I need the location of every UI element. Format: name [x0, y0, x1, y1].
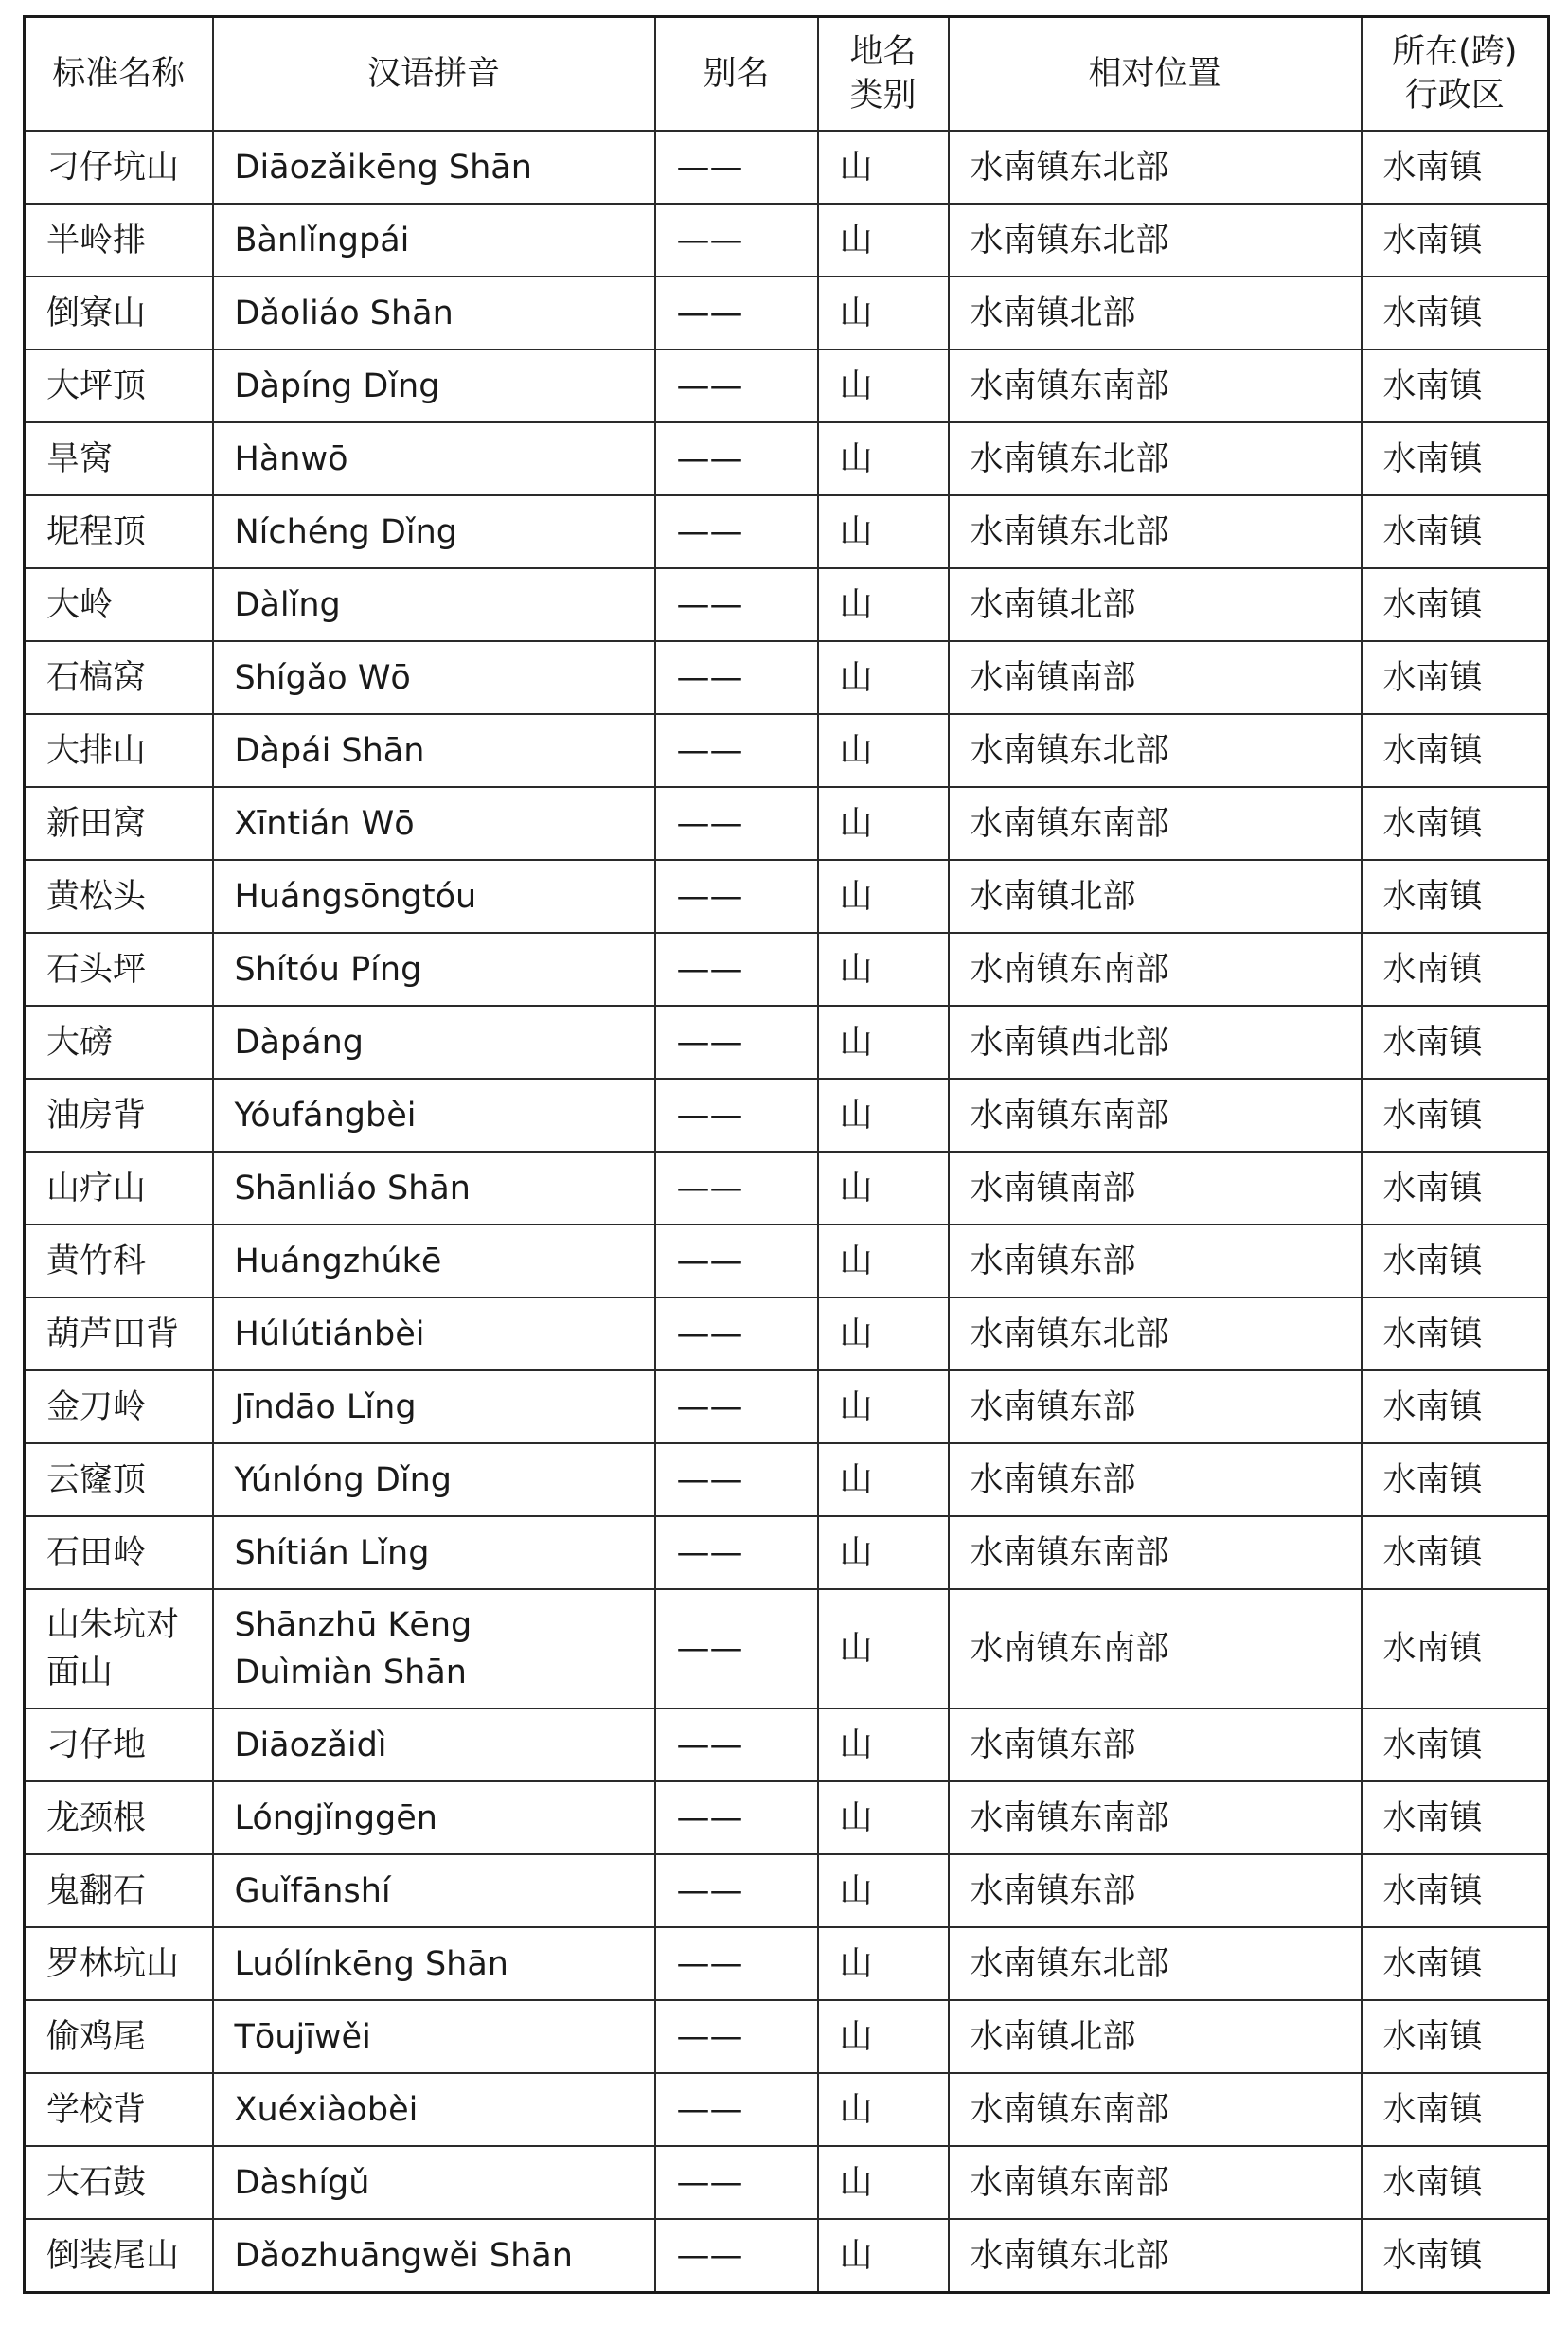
- pinyin-cell: Shānliáo Shān: [213, 1152, 655, 1225]
- pinyin-cell: Tōujīwěi: [213, 2000, 655, 2073]
- alias-cell: ——: [655, 2000, 818, 2073]
- place-type-cell: 山: [818, 1297, 949, 1370]
- admin-region-cell: 水南镇: [1362, 422, 1549, 495]
- table-row: [25, 1854, 1549, 1927]
- admin-region-cell: 水南镇: [1362, 641, 1549, 714]
- relative-location-cell: 水南镇北部: [949, 568, 1362, 641]
- table-row: [25, 860, 1549, 933]
- pinyin-cell: Huángzhúkē: [213, 1225, 655, 1297]
- admin-region-cell: 水南镇: [1362, 1152, 1549, 1225]
- alias-cell: ——: [655, 2219, 818, 2293]
- alias-cell: ——: [655, 787, 818, 860]
- alias-cell: ——: [655, 1927, 818, 2000]
- alias-cell: ——: [655, 1006, 818, 1079]
- place-type-cell: 山: [818, 1079, 949, 1152]
- place-name-table: [23, 15, 1550, 2294]
- standard-name-cell: 金刀岭: [25, 1370, 213, 1443]
- table-row: [25, 204, 1549, 277]
- standard-name-header: 标准名称: [25, 17, 213, 132]
- place-type-cell: 山: [818, 1225, 949, 1297]
- alias-cell: ——: [655, 277, 818, 349]
- place-type-cell: 山: [818, 1370, 949, 1443]
- pinyin-cell: Dàpái Shān: [213, 714, 655, 787]
- alias-cell: ——: [655, 1781, 818, 1854]
- relative-location-cell: 水南镇东部: [949, 1225, 1362, 1297]
- standard-name-cell: 石槁窝: [25, 641, 213, 714]
- pinyin-cell: Shítóu Píng: [213, 933, 655, 1006]
- standard-name-cell: 旱窝: [25, 422, 213, 495]
- table-row: [25, 1079, 1549, 1152]
- alias-cell: ——: [655, 422, 818, 495]
- relative-location-cell: 水南镇东部: [949, 1708, 1362, 1781]
- relative-location-cell: 水南镇南部: [949, 641, 1362, 714]
- place-type-cell: 山: [818, 277, 949, 349]
- alias-cell: ——: [655, 1370, 818, 1443]
- relative-location-cell: 水南镇北部: [949, 277, 1362, 349]
- table-body: [25, 131, 1549, 2293]
- admin-region-cell: 水南镇: [1362, 860, 1549, 933]
- place-type-cell: 山: [818, 2073, 949, 2146]
- relative-location-cell: 水南镇东南部: [949, 933, 1362, 1006]
- place-type-cell: 山: [818, 1589, 949, 1708]
- relative-location-cell: 水南镇北部: [949, 2000, 1362, 2073]
- alias-cell: ——: [655, 131, 818, 204]
- table-row: [25, 568, 1549, 641]
- pinyin-cell: Yóufángbèi: [213, 1079, 655, 1152]
- alias-cell: ——: [655, 2146, 818, 2219]
- place-type-cell: 山: [818, 1927, 949, 2000]
- standard-name-cell: 大磅: [25, 1006, 213, 1079]
- place-type-cell: 山: [818, 2000, 949, 2073]
- standard-name-cell: 云窿顶: [25, 1443, 213, 1516]
- table-row: [25, 2073, 1549, 2146]
- pinyin-cell: Lóngjǐnggēn: [213, 1781, 655, 1854]
- table-row: [25, 714, 1549, 787]
- admin-region-cell: 水南镇: [1362, 1854, 1549, 1927]
- table-row: [25, 1708, 1549, 1781]
- admin-region-cell: 水南镇: [1362, 1589, 1549, 1708]
- relative-location-header: 相对位置: [949, 17, 1362, 132]
- relative-location-cell: 水南镇东部: [949, 1370, 1362, 1443]
- table-row: [25, 422, 1549, 495]
- table-header-row: [25, 17, 1549, 132]
- admin-region-cell: 水南镇: [1362, 1443, 1549, 1516]
- standard-name-cell: 刁仔坑山: [25, 131, 213, 204]
- standard-name-cell: 大排山: [25, 714, 213, 787]
- relative-location-cell: 水南镇西北部: [949, 1006, 1362, 1079]
- admin-region-cell: 水南镇: [1362, 1006, 1549, 1079]
- standard-name-cell: 半岭排: [25, 204, 213, 277]
- admin-region-cell: 水南镇: [1362, 2146, 1549, 2219]
- alias-cell: ——: [655, 349, 818, 422]
- pinyin-cell: Dàlǐng: [213, 568, 655, 641]
- pinyin-cell: Huángsōngtóu: [213, 860, 655, 933]
- standard-name-cell: 油房背: [25, 1079, 213, 1152]
- table-row: [25, 2219, 1549, 2293]
- place-type-cell: 山: [818, 714, 949, 787]
- relative-location-cell: 水南镇东北部: [949, 714, 1362, 787]
- table-row: [25, 2000, 1549, 2073]
- pinyin-header: 汉语拼音: [213, 17, 655, 132]
- admin-region-cell: 水南镇: [1362, 1927, 1549, 2000]
- standard-name-cell: 大坪顶: [25, 349, 213, 422]
- alias-header: 别名: [655, 17, 818, 132]
- table-row: [25, 1443, 1549, 1516]
- pinyin-cell: Níchéng Dǐng: [213, 495, 655, 568]
- pinyin-cell: Bànlǐngpái: [213, 204, 655, 277]
- place-type-header: 地名 类别: [818, 17, 949, 132]
- admin-region-cell: 水南镇: [1362, 2000, 1549, 2073]
- relative-location-cell: 水南镇东南部: [949, 1079, 1362, 1152]
- standard-name-cell: 石头坪: [25, 933, 213, 1006]
- pinyin-cell: Húlútiánbèi: [213, 1297, 655, 1370]
- standard-name-cell: 倒寮山: [25, 277, 213, 349]
- admin-region-cell: 水南镇: [1362, 568, 1549, 641]
- standard-name-cell: 黄松头: [25, 860, 213, 933]
- admin-region-cell: 水南镇: [1362, 349, 1549, 422]
- standard-name-cell: 龙颈根: [25, 1781, 213, 1854]
- alias-cell: ——: [655, 1225, 818, 1297]
- relative-location-cell: 水南镇东北部: [949, 204, 1362, 277]
- admin-region-cell: 水南镇: [1362, 1225, 1549, 1297]
- place-type-cell: 山: [818, 2219, 949, 2293]
- table-row: [25, 131, 1549, 204]
- pinyin-cell: Shānzhū Kēng Duìmiàn Shān: [213, 1589, 655, 1708]
- alias-cell: ——: [655, 2073, 818, 2146]
- relative-location-cell: 水南镇东北部: [949, 422, 1362, 495]
- standard-name-cell: 黄竹科: [25, 1225, 213, 1297]
- table-row: [25, 349, 1549, 422]
- relative-location-cell: 水南镇东南部: [949, 1781, 1362, 1854]
- place-type-cell: 山: [818, 1781, 949, 1854]
- pinyin-cell: Dàpáng: [213, 1006, 655, 1079]
- pinyin-cell: Diāozǎikēng Shān: [213, 131, 655, 204]
- place-type-cell: 山: [818, 1516, 949, 1589]
- table-row: [25, 933, 1549, 1006]
- relative-location-cell: 水南镇东北部: [949, 2219, 1362, 2293]
- relative-location-cell: 水南镇东南部: [949, 2073, 1362, 2146]
- place-type-cell: 山: [818, 422, 949, 495]
- admin-region-cell: 水南镇: [1362, 495, 1549, 568]
- pinyin-cell: Dàpíng Dǐng: [213, 349, 655, 422]
- table-row: [25, 1370, 1549, 1443]
- pinyin-cell: Hànwō: [213, 422, 655, 495]
- pinyin-cell: Dǎozhuāngwěi Shān: [213, 2219, 655, 2293]
- place-type-cell: 山: [818, 860, 949, 933]
- pinyin-cell: Xuéxiàobèi: [213, 2073, 655, 2146]
- standard-name-cell: 新田窝: [25, 787, 213, 860]
- table-row: [25, 641, 1549, 714]
- standard-name-cell: 罗林坑山: [25, 1927, 213, 2000]
- alias-cell: ——: [655, 1708, 818, 1781]
- table-row: [25, 1516, 1549, 1589]
- relative-location-cell: 水南镇北部: [949, 860, 1362, 933]
- place-type-cell: 山: [818, 495, 949, 568]
- table-row: [25, 1225, 1549, 1297]
- place-type-cell: 山: [818, 568, 949, 641]
- place-type-cell: 山: [818, 204, 949, 277]
- table-row: [25, 2146, 1549, 2219]
- alias-cell: ——: [655, 568, 818, 641]
- alias-cell: ——: [655, 204, 818, 277]
- place-type-cell: 山: [818, 1708, 949, 1781]
- table-row: [25, 1589, 1549, 1708]
- pinyin-cell: Dàshígǔ: [213, 2146, 655, 2219]
- admin-region-cell: 水南镇: [1362, 933, 1549, 1006]
- relative-location-cell: 水南镇东北部: [949, 1927, 1362, 2000]
- place-type-cell: 山: [818, 2146, 949, 2219]
- relative-location-cell: 水南镇东南部: [949, 787, 1362, 860]
- pinyin-cell: Xīntián Wō: [213, 787, 655, 860]
- standard-name-cell: 坭程顶: [25, 495, 213, 568]
- place-type-cell: 山: [818, 131, 949, 204]
- standard-name-cell: 大岭: [25, 568, 213, 641]
- pinyin-cell: Guǐfānshí: [213, 1854, 655, 1927]
- alias-cell: ——: [655, 933, 818, 1006]
- standard-name-cell: 鬼翻石: [25, 1854, 213, 1927]
- admin-region-cell: 水南镇: [1362, 714, 1549, 787]
- relative-location-cell: 水南镇东部: [949, 1443, 1362, 1516]
- table-row: [25, 1781, 1549, 1854]
- admin-region-cell: 水南镇: [1362, 2219, 1549, 2293]
- relative-location-cell: 水南镇东北部: [949, 131, 1362, 204]
- place-type-cell: 山: [818, 349, 949, 422]
- admin-region-header: 所在(跨) 行政区: [1362, 17, 1549, 132]
- table-row: [25, 1006, 1549, 1079]
- table-row: [25, 1152, 1549, 1225]
- place-type-cell: 山: [818, 1443, 949, 1516]
- alias-cell: ——: [655, 495, 818, 568]
- standard-name-cell: 大石鼓: [25, 2146, 213, 2219]
- relative-location-cell: 水南镇东南部: [949, 1589, 1362, 1708]
- standard-name-cell: 学校背: [25, 2073, 213, 2146]
- admin-region-cell: 水南镇: [1362, 1516, 1549, 1589]
- alias-cell: ——: [655, 641, 818, 714]
- admin-region-cell: 水南镇: [1362, 1079, 1549, 1152]
- relative-location-cell: 水南镇东南部: [949, 2146, 1362, 2219]
- standard-name-cell: 山疗山: [25, 1152, 213, 1225]
- table-row: [25, 787, 1549, 860]
- alias-cell: ——: [655, 1152, 818, 1225]
- alias-cell: ——: [655, 1297, 818, 1370]
- pinyin-cell: Shítián Lǐng: [213, 1516, 655, 1589]
- pinyin-cell: Shígǎo Wō: [213, 641, 655, 714]
- alias-cell: ——: [655, 1443, 818, 1516]
- relative-location-cell: 水南镇南部: [949, 1152, 1362, 1225]
- place-type-cell: 山: [818, 1854, 949, 1927]
- pinyin-cell: Dǎoliáo Shān: [213, 277, 655, 349]
- relative-location-cell: 水南镇东部: [949, 1854, 1362, 1927]
- standard-name-cell: 山朱坑对 面山: [25, 1589, 213, 1708]
- admin-region-cell: 水南镇: [1362, 1781, 1549, 1854]
- admin-region-cell: 水南镇: [1362, 1370, 1549, 1443]
- admin-region-cell: 水南镇: [1362, 277, 1549, 349]
- place-type-cell: 山: [818, 933, 949, 1006]
- admin-region-cell: 水南镇: [1362, 2073, 1549, 2146]
- pinyin-cell: Jīndāo Lǐng: [213, 1370, 655, 1443]
- admin-region-cell: 水南镇: [1362, 1708, 1549, 1781]
- alias-cell: ——: [655, 1079, 818, 1152]
- table-row: [25, 1927, 1549, 2000]
- place-type-cell: 山: [818, 1152, 949, 1225]
- admin-region-cell: 水南镇: [1362, 787, 1549, 860]
- standard-name-cell: 葫芦田背: [25, 1297, 213, 1370]
- alias-cell: ——: [655, 860, 818, 933]
- relative-location-cell: 水南镇东南部: [949, 349, 1362, 422]
- place-type-cell: 山: [818, 641, 949, 714]
- admin-region-cell: 水南镇: [1362, 204, 1549, 277]
- alias-cell: ——: [655, 1516, 818, 1589]
- pinyin-cell: Yúnlóng Dǐng: [213, 1443, 655, 1516]
- alias-cell: ——: [655, 714, 818, 787]
- place-type-cell: 山: [818, 787, 949, 860]
- relative-location-cell: 水南镇东南部: [949, 1516, 1362, 1589]
- table-row: [25, 1297, 1549, 1370]
- standard-name-cell: 偷鸡尾: [25, 2000, 213, 2073]
- alias-cell: ——: [655, 1854, 818, 1927]
- pinyin-cell: Diāozǎidì: [213, 1708, 655, 1781]
- standard-name-cell: 石田岭: [25, 1516, 213, 1589]
- alias-cell: ——: [655, 1589, 818, 1708]
- table-row: [25, 495, 1549, 568]
- admin-region-cell: 水南镇: [1362, 131, 1549, 204]
- standard-name-cell: 刁仔地: [25, 1708, 213, 1781]
- standard-name-cell: 倒装尾山: [25, 2219, 213, 2293]
- relative-location-cell: 水南镇东北部: [949, 1297, 1362, 1370]
- place-name-table-container: [23, 15, 1550, 2294]
- relative-location-cell: 水南镇东北部: [949, 495, 1362, 568]
- table-row: [25, 277, 1549, 349]
- pinyin-cell: Luólínkēng Shān: [213, 1927, 655, 2000]
- place-type-cell: 山: [818, 1006, 949, 1079]
- admin-region-cell: 水南镇: [1362, 1297, 1549, 1370]
